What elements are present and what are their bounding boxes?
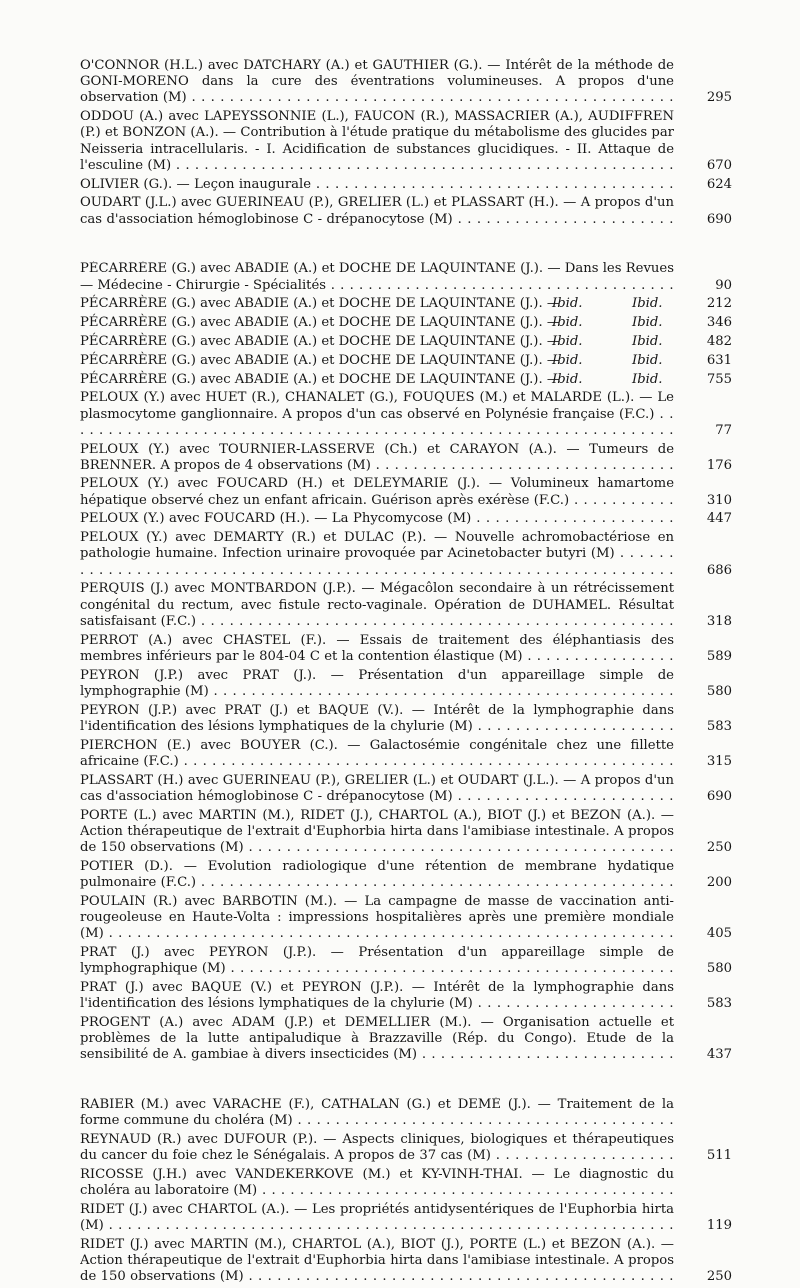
section-gap: [80, 1066, 732, 1097]
page-number: 90: [686, 278, 732, 294]
index-entry: [80, 261, 732, 293]
index-entry: [80, 1202, 732, 1234]
entry-text: RIDET (J.) avec CHARTOL (A.). — Les propriétés antidysentériques de l'Euphorbia hirta (M) . . .: [80, 1202, 674, 1234]
index-entry: [80, 1167, 732, 1199]
entry-text: PERROT (A.) avec CHASTEL (F.). — Essais de traitement des éléphantiasis des membres inférieurs par le 804-04 C et la contention élastique (M) . . .: [80, 633, 674, 665]
ibid-label: Ibid.: [632, 352, 663, 368]
index-entry: [80, 58, 732, 107]
index-entry: [80, 1097, 732, 1129]
ibid-label: Ibid.: [632, 371, 663, 387]
page-number: 447: [686, 511, 732, 527]
index-entry: [80, 353, 732, 369]
entry-text: PLASSART (H.) avec GUERINEAU (P.), GRELIER (L.) et OUDART (J.L.). — A propos d'un cas d'association hémoglobinose C - drépanocytose (M) . . .: [80, 773, 674, 805]
page-number: 318: [686, 614, 732, 630]
index-section-o: [80, 58, 732, 228]
page-number: 437: [686, 1047, 732, 1063]
entry-text: PÉCARRÈRE (G.) avec ABADIE (A.) et DOCHE DE LAQUINTANE (J.). —: [80, 371, 561, 387]
index-entry: [80, 334, 732, 350]
index-entry: [80, 372, 732, 388]
ibid-label: Ibid.: [552, 333, 583, 349]
entry-text: PÉCARRÈRE (G.) avec ABADIE (A.) et DOCHE DE LAQUINTANE (J.). — Dans les Revues — Médecine - Chirurgie - Spécialités . . .: [80, 261, 674, 293]
index-entry: [80, 1132, 732, 1164]
entry-text: POTIER (D.). — Evolution radiologique d'une rétention de membrane hydatique pulmonaire (F.C.) . . .: [80, 859, 674, 891]
index-entry: [80, 1015, 732, 1064]
index-entry: [80, 738, 732, 770]
index-entry: [80, 808, 732, 857]
index-entry: [80, 980, 732, 1012]
page-number: 346: [686, 315, 732, 331]
index-entry: [80, 296, 732, 312]
index-entry: [80, 945, 732, 977]
page-number: 583: [686, 996, 732, 1012]
page-number: 755: [686, 372, 732, 388]
index-entry: [80, 476, 732, 508]
index-entry: [80, 668, 732, 700]
entry-text: PORTE (L.) avec MARTIN (M.), RIDET (J.), CHARTOL (A.), BIOT (J.) et BEZON (A.). — Action thérapeutique de l'extrait d'Euphorbia hirta dans l'amibiase intestinale. A propos de 150 observations (M) . . .: [80, 808, 674, 857]
page-number: 686: [686, 563, 732, 579]
index-entry: [80, 633, 732, 665]
entry-text: PRAT (J.) avec BAQUE (V.) et PEYRON (J.P.). — Intérêt de la lymphographie dans l'identification des lésions lymphatiques de la chylurie (M) . . .: [80, 980, 674, 1012]
entry-text: PEYRON (J.P.) avec PRAT (J.). — Présentation d'un appareillage simple de lymphographie (M) . . .: [80, 668, 674, 700]
entry-text: PELOUX (Y.) avec FOUCARD (H.). — La Phycomycose (M) . . .: [80, 511, 674, 527]
entry-text: PÉCARRÈRE (G.) avec ABADIE (A.) et DOCHE DE LAQUINTANE (J.). —: [80, 352, 561, 368]
ibid-label: Ibid.: [552, 296, 583, 312]
entry-text: OLIVIER (G.). — Leçon inaugurale . . .: [80, 177, 674, 193]
page-number: 580: [686, 684, 732, 700]
page-number: 250: [686, 840, 732, 856]
index-entry: [80, 773, 732, 805]
page-number: 250: [686, 1269, 732, 1285]
page-number: 200: [686, 875, 732, 891]
index-entry: [80, 703, 732, 735]
author-index: [80, 58, 732, 1288]
page-number: 119: [686, 1218, 732, 1234]
ibid-label: Ibid.: [632, 333, 663, 349]
ibid-label: Ibid.: [632, 296, 663, 312]
entry-text: PELOUX (Y.) avec TOURNIER-LASSERVE (Ch.) et CARAYON (A.). — Tumeurs de BRENNER. A propos de 4 observations (M) . . .: [80, 442, 674, 474]
page-number: 580: [686, 961, 732, 977]
entry-text: O'CONNOR (H.L.) avec DATCHARY (A.) et GAUTHIER (G.). — Intérêt de la méthode de GONI-MORENO dans la cure des éventrations volumineuses. A propos d'une observation (M) . . .: [80, 58, 674, 107]
section-gap: [80, 230, 732, 261]
page-number: 624: [686, 177, 732, 193]
entry-text: RIDET (J.) avec MARTIN (M.), CHARTOL (A.), BIOT (J.), PORTE (L.) et BEZON (A.). — Action thérapeutique de l'extrait d'Euphorbia hirta dans l'amibiase intestinale. A propos de 150 observations (M) . . .: [80, 1237, 674, 1286]
entry-text: PIERCHON (E.) avec BOUYER (C.). — Galactosémie congénitale chez une fillette africaine (F.C.) . . .: [80, 738, 674, 770]
page-number: 690: [686, 212, 732, 228]
page-number: 310: [686, 493, 732, 509]
page-number: 583: [686, 719, 732, 735]
index-entry: [80, 894, 732, 943]
page-number: 405: [686, 926, 732, 942]
entry-text: REYNAUD (R.) avec DUFOUR (P.). — Aspects cliniques, biologiques et thérapeutiques du cancer du foie chez le Sénégalais. A propos de 37 cas (M) . . .: [80, 1132, 674, 1164]
index-entry: [80, 581, 732, 630]
entry-text: PELOUX (Y.) avec DEMARTY (R.) et DULAC (P.). — Nouvelle achromobactériose en pathologie humaine. Infection urinaire provoquée par Acinetobacter butyri (M) . . .: [80, 530, 674, 579]
ibid-label: Ibid.: [552, 371, 583, 387]
entry-text: PELOUX (Y.) avec HUET (R.), CHANALET (G.), FOUQUES (M.) et MALARDE (L.). — Le plasmocytome ganglionnaire. A propos d'un cas observé en Polynésie française (F.C.) . . .: [80, 390, 674, 439]
index-entry: [80, 390, 732, 439]
index-entry: [80, 859, 732, 891]
page-number: 295: [686, 90, 732, 106]
index-entry: [80, 442, 732, 474]
index-section-p: [80, 261, 732, 1063]
entry-text: OUDART (J.L.) avec GUERINEAU (P.), GRELIER (L.) et PLASSART (H.). — A propos d'un cas d'association hémoglobinose C - drépanocytose (M) . . .: [80, 195, 674, 227]
entry-text: PROGENT (A.) avec ADAM (J.P.) et DEMELLIER (M.). — Organisation actuelle et problèmes de la lutte antipaludique à Brazzaville (Rép. du Congo). Etude de la sensibilité de A. gambiae à divers insecticides (M) . . .: [80, 1015, 674, 1064]
page-number: 690: [686, 789, 732, 805]
page-number: 511: [686, 1148, 732, 1164]
entry-text: PÉCARRÈRE (G.) avec ABADIE (A.) et DOCHE DE LAQUINTANE (J.). —: [80, 296, 561, 312]
entry-text: RICOSSE (J.H.) avec VANDEKERKOVE (M.) et KY-VINH-THAI. — Le diagnostic du choléra au laboratoire (M) . . .: [80, 1167, 674, 1199]
ibid-label: Ibid.: [552, 315, 583, 331]
page-number: 631: [686, 353, 732, 369]
entry-text: PRAT (J.) avec PEYRON (J.P.). — Présentation d'un appareillage simple de lymphographique (M) . . .: [80, 945, 674, 977]
page-number: 212: [686, 296, 732, 312]
index-entry: [80, 195, 732, 227]
page-number: 315: [686, 754, 732, 770]
index-entry: [80, 1237, 732, 1286]
entry-text: PERQUIS (J.) avec MONTBARDON (J.P.). — Mégacôlon secondaire à un rétrécissement congénital du rectum, avec fistule recto-vaginale. Opération de DUHAMEL. Résultat satisfaisant (F.C.) . . .: [80, 581, 674, 630]
entry-text: PELOUX (Y.) avec FOUCARD (H.) et DELEYMARIE (J.). — Volumineux hamartome hépatique observé chez un enfant africain. Guérison après exérèse (F.C.) . . .: [80, 476, 674, 508]
page-number: 589: [686, 649, 732, 665]
ibid-label: Ibid.: [552, 352, 583, 368]
page-number: 482: [686, 334, 732, 350]
index-entry: [80, 511, 732, 527]
page-number: 77: [686, 423, 732, 439]
entry-text: RABIER (M.) avec VARACHE (F.), CATHALAN (G.) et DEMÉ (J.). — Traitement de la forme commune du choléra (M) . . .: [80, 1097, 674, 1129]
page-number: 670: [686, 158, 732, 174]
index-entry: [80, 177, 732, 193]
ibid-label: Ibid.: [632, 315, 663, 331]
entry-text: PEYRON (J.P.) avec PRAT (J.) et BAQUE (V.). — Intérêt de la lymphographie dans l'identification des lésions lymphatiques de la chylurie (M) . . .: [80, 703, 674, 735]
entry-text: PÉCARRÈRE (G.) avec ABADIE (A.) et DOCHE DE LAQUINTANE (J.). —: [80, 315, 561, 331]
entry-text: ODDOU (A.) avec LAPEYSSONNIE (L.), FAUCON (R.), MASSACRIER (A.), AUDIFFREN (P.) et BONZON (A.). — Contribution à l'étude pratique du métabolisme des glucides par Neisseria intracellularis. - I. Acidification de substances glucidiques. - II. Attaque de l'esculine (M) . . .: [80, 109, 674, 174]
index-entry: [80, 109, 732, 174]
index-entry: [80, 315, 732, 331]
index-entry: [80, 530, 732, 579]
entry-text: POULAIN (R.) avec BARBOTIN (M.). — La campagne de masse de vaccination anti-rougeoleuse en Haute-Volta : impressions hospitalières après une première mondiale (M) . . .: [80, 894, 674, 943]
index-section-r: [80, 1097, 732, 1286]
entry-text: PÉCARRÈRE (G.) avec ABADIE (A.) et DOCHE DE LAQUINTANE (J.). —: [80, 333, 561, 349]
page-number: 176: [686, 458, 732, 474]
